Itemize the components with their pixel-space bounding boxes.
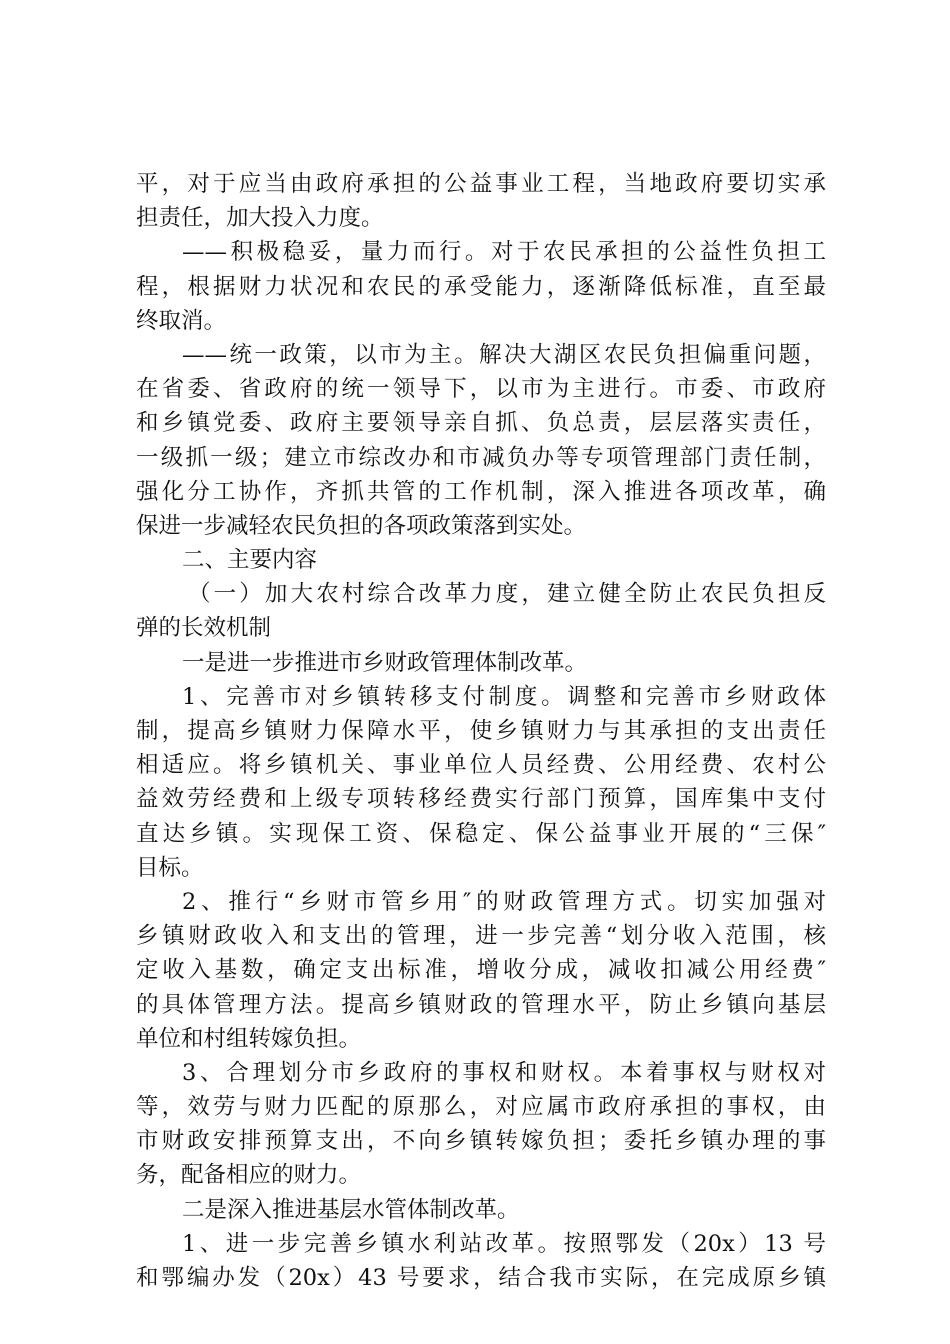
text-line: 保进一步减轻农民负担的各项政策落到实处。 <box>136 512 587 539</box>
text-line: 益效劳经费和上级专项转移经费实行部门预算，国库集中支付 <box>136 786 826 813</box>
text-line: 在省委、省政府的统一领导下，以市为主进行。市委、市政府 <box>136 376 826 403</box>
text-line: 等，效劳与财力匹配的原那么，对应属市政府承担的事权，由 <box>136 1094 826 1121</box>
text-line: 市财政安排预算支出，不向乡镇转嫁负担；委托乡镇办理的事 <box>136 1128 826 1155</box>
text-line: 定收入基数，确定支出标准，增收分成，减收扣减公用经费″ <box>136 957 826 984</box>
text-line: 一级抓一级；建立市综改办和市减负办等专项管理部门责任制， <box>136 444 826 471</box>
text-line: 相适应。将乡镇机关、事业单位人员经费、公用经费、农村公 <box>136 752 826 779</box>
text-line: 强化分工协作，齐抓共管的工作机制，深入推进各项改革，确 <box>136 478 826 505</box>
section-heading: 二、主要内容 <box>182 547 318 574</box>
text-line: 乡镇财政收入和支出的管理，进一步完善“划分收入范围，核 <box>136 923 826 950</box>
text-line: 担责任，加大投入力度。 <box>136 205 384 232</box>
text-line: 目标。 <box>136 854 204 881</box>
text-line: 制，提高乡镇财力保障水平，使乡镇财力与其承担的支出责任 <box>136 718 826 744</box>
text-line: 和乡镇党委、政府主要领导亲自抓、负总责，层层落实责任， <box>136 410 826 437</box>
text-line: 平，对于应当由政府承担的公益事业工程，当地政府要切实承 <box>136 171 826 197</box>
text-line: 程，根据财力状况和农民的承受能力，逐渐降低标准，直至最 <box>136 273 826 300</box>
text-line: 3、合理划分市乡政府的事权和财权。本着事权与财权对 <box>182 1059 826 1086</box>
text-line: ——积极稳妥，量力而行。对于农民承担的公益性负担工 <box>182 239 826 266</box>
text-line: ——统一政策，以市为主。解决大湖区农民负担偏重问题， <box>182 341 826 368</box>
text-line: 的具体管理方法。提高乡镇财政的管理水平，防止乡镇向基层 <box>136 991 826 1018</box>
subsection-heading: （一）加大农村综合改革力度，建立健全防止农民负担反 <box>188 581 826 608</box>
text-line: 和鄂编办发（20x）43 号要求，结合我市实际，在完成原乡镇 <box>136 1265 826 1291</box>
text-line: 终取消。 <box>136 307 227 334</box>
item-heading: 二是深入推进基层水管体制改革。 <box>182 1196 520 1223</box>
text-line: 直达乡镇。实现保工资、保稳定、保公益事业开展的“三保″ <box>136 820 826 847</box>
document-body <box>136 167 826 1295</box>
text-line: 2、推行“乡财市管乡用″的财政管理方式。切实加强对 <box>182 888 826 915</box>
subsection-heading: 弹的长效机制 <box>136 615 272 642</box>
item-heading: 一是进一步推进市乡财政管理体制改革。 <box>182 649 588 676</box>
text-line: 1、进一步完善乡镇水利站改革。按照鄂发（20x）13 号 <box>182 1230 826 1257</box>
text-line: 1、完善市对乡镇转移支付制度。调整和完善市乡财政体 <box>182 683 826 710</box>
text-line: 单位和村组转嫁负担。 <box>136 1025 362 1052</box>
text-line: 务，配备相应的财力。 <box>136 1162 362 1189</box>
